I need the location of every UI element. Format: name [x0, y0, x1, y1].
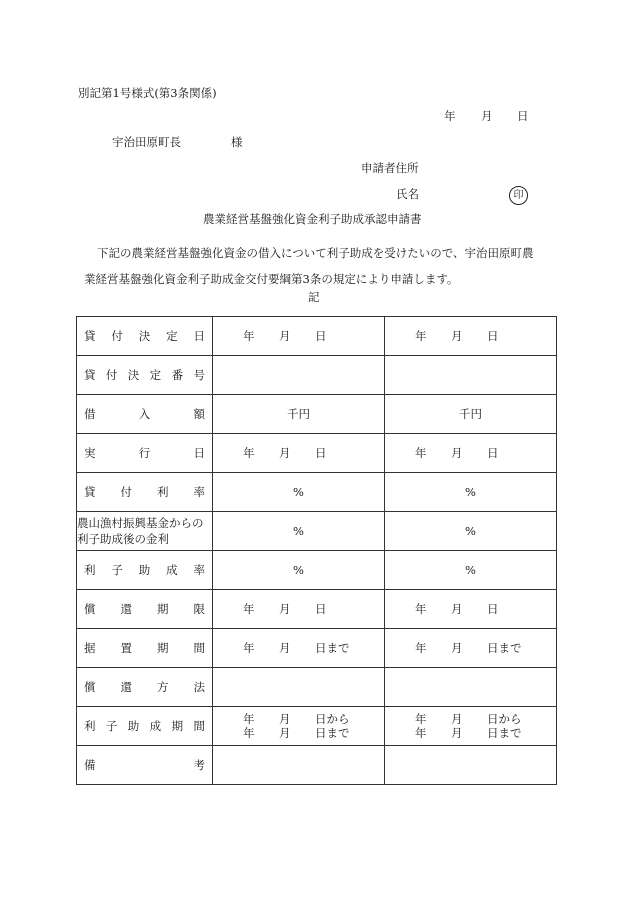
unit-percent: %	[293, 524, 304, 538]
unit-month: 月	[279, 329, 291, 343]
fund-rate-1[interactable]	[213, 512, 385, 551]
label-char: 利	[84, 563, 96, 577]
unit-month: 月	[279, 641, 291, 655]
applicant-name-label: 氏名	[396, 187, 419, 201]
label-char: 利	[157, 485, 169, 499]
unit-day-from: 日から	[315, 712, 350, 726]
label-char: 期	[157, 602, 169, 616]
label-char: 額	[193, 407, 205, 421]
unit-year: 年	[415, 641, 427, 655]
label-char: 決	[127, 368, 140, 382]
unit-day: 日	[315, 329, 327, 343]
body-line-1: 下記の農業経営基盤強化資金の借入について利子助成を受けたいので、宇治田原町農	[97, 246, 534, 260]
label-char: 置	[120, 641, 132, 655]
loan-decision-number-1[interactable]	[213, 356, 385, 395]
unit-thousand-yen: 千円	[287, 407, 310, 421]
unit-month: 月	[279, 446, 291, 460]
fund-rate-2[interactable]	[385, 512, 557, 551]
unit-month: 月	[451, 712, 463, 726]
label-char: 期	[157, 641, 169, 655]
unit-month: 月	[451, 726, 463, 740]
label-repayment-deadline	[77, 590, 213, 629]
subsidy-rate-1[interactable]	[213, 551, 385, 590]
unit-year: 年	[415, 602, 427, 616]
label-borrowed-amount	[77, 395, 213, 434]
addressee: 宇治田原町長	[112, 135, 181, 149]
label-loan-decision-number	[77, 356, 213, 395]
unit-month: 月	[451, 641, 463, 655]
table-row	[77, 746, 557, 785]
execution-date-2[interactable]	[385, 434, 557, 473]
grace-period-2[interactable]	[385, 629, 557, 668]
borrowed-amount-2[interactable]	[385, 395, 557, 434]
unit-month: 月	[279, 712, 291, 726]
label-char: 方	[157, 680, 169, 694]
loan-decision-number-2[interactable]	[385, 356, 557, 395]
label-grace-period	[77, 629, 213, 668]
label-char: 備	[84, 758, 96, 772]
label-char: 成	[149, 719, 162, 733]
application-table	[76, 316, 557, 785]
label-char: 期	[171, 719, 184, 733]
seal-mark: 印	[509, 186, 528, 205]
label-char: 償	[84, 680, 96, 694]
loan-decision-date-1[interactable]	[213, 317, 385, 356]
applicant-address-label: 申請者住所	[361, 161, 419, 175]
unit-year: 年	[415, 726, 427, 740]
unit-year: 年	[415, 446, 427, 460]
label-char: 子	[105, 719, 118, 733]
label-char: 還	[120, 602, 132, 616]
body-line-2: 業経営基盤強化資金利子助成金交付要綱第3条の規定により申請します。	[84, 272, 459, 286]
execution-date-1[interactable]	[213, 434, 385, 473]
table-row	[77, 434, 557, 473]
label-loan-decision-date	[77, 317, 213, 356]
loan-interest-rate-1[interactable]	[213, 473, 385, 512]
label-char: 法	[193, 680, 205, 694]
label-char: 子	[111, 563, 123, 577]
subsidy-rate-2[interactable]	[385, 551, 557, 590]
unit-year: 年	[243, 446, 255, 460]
label-remarks	[77, 746, 213, 785]
label-char: 定	[166, 329, 178, 343]
body-paragraph	[84, 240, 554, 292]
unit-year: 年	[415, 329, 427, 343]
date-month-unit: 月	[481, 109, 493, 123]
unit-day: 日	[487, 446, 499, 460]
label-char: 実	[84, 446, 96, 460]
unit-thousand-yen: 千円	[459, 407, 482, 421]
unit-day: 日	[487, 602, 499, 616]
label-char: 率	[193, 485, 205, 499]
table-row	[77, 473, 557, 512]
repayment-deadline-1[interactable]	[213, 590, 385, 629]
unit-year: 年	[243, 329, 255, 343]
unit-day-until: 日まで	[487, 641, 522, 655]
label-char: 付	[120, 485, 132, 499]
label-char: 貸	[84, 329, 96, 343]
label-loan-interest-rate	[77, 473, 213, 512]
label-char: 定	[149, 368, 162, 382]
label-char: 率	[193, 563, 205, 577]
label-char: 間	[193, 719, 205, 733]
grace-period-1[interactable]	[213, 629, 385, 668]
unit-month: 月	[279, 726, 291, 740]
honorific: 様	[231, 135, 243, 149]
unit-day-until: 日まで	[315, 641, 350, 655]
unit-day-until: 日まで	[315, 726, 350, 740]
label-char: 付	[105, 368, 118, 382]
unit-month: 月	[451, 602, 463, 616]
table-row	[77, 512, 557, 551]
unit-day: 日	[487, 329, 499, 343]
label-repayment-method	[77, 668, 213, 707]
table-row	[77, 629, 557, 668]
date-day-unit: 日	[517, 109, 529, 123]
table-row	[77, 590, 557, 629]
label-char: 間	[193, 641, 205, 655]
unit-percent: %	[293, 563, 304, 577]
label-char: 還	[120, 680, 132, 694]
repayment-method-1[interactable]	[213, 668, 385, 707]
unit-year: 年	[243, 602, 255, 616]
form-number: 別記第1号様式(第3条関係)	[78, 86, 217, 100]
label-char: 限	[193, 602, 205, 616]
loan-decision-date-2[interactable]	[385, 317, 557, 356]
unit-month: 月	[451, 446, 463, 460]
label-char: 助	[138, 563, 151, 577]
label-subsidy-period	[77, 707, 213, 746]
unit-year: 年	[243, 712, 255, 726]
table-row	[77, 317, 557, 356]
table-row	[77, 551, 557, 590]
label-char: 成	[166, 563, 178, 577]
borrowed-amount-1[interactable]	[213, 395, 385, 434]
loan-interest-rate-2[interactable]	[385, 473, 557, 512]
label-char: 決	[138, 329, 151, 343]
unit-day: 日	[315, 602, 327, 616]
label-fund-rate: 農山漁村振興基金からの利子助成後の金利	[77, 512, 213, 551]
unit-month: 月	[451, 329, 463, 343]
document-title: 農業経営基盤強化資金利子助成承認申請書	[203, 212, 422, 226]
unit-year: 年	[243, 641, 255, 655]
label-char: 日	[193, 329, 205, 343]
unit-day-from: 日から	[487, 712, 522, 726]
unit-percent: %	[465, 524, 476, 538]
label-char: 償	[84, 602, 96, 616]
repayment-deadline-2[interactable]	[385, 590, 557, 629]
table-row	[77, 356, 557, 395]
label-char: 貸	[84, 368, 96, 382]
label-char: 貸	[84, 485, 96, 499]
label-execution-date	[77, 434, 213, 473]
unit-year: 年	[243, 726, 255, 740]
repayment-method-2[interactable]	[385, 668, 557, 707]
remarks-1[interactable]	[213, 746, 385, 785]
unit-day-until: 日まで	[487, 726, 522, 740]
table-row	[77, 707, 557, 746]
label-char: 利	[84, 719, 96, 733]
unit-year: 年	[415, 712, 427, 726]
label-char: 号	[193, 368, 205, 382]
remarks-2[interactable]	[385, 746, 557, 785]
ki-heading: 記	[308, 290, 320, 304]
label-char: 据	[84, 641, 96, 655]
table-row	[77, 668, 557, 707]
date-year-unit: 年	[444, 109, 456, 123]
label-char: 日	[193, 446, 205, 460]
unit-percent: %	[465, 485, 476, 499]
label-char: 考	[193, 758, 205, 772]
subsidy-period-1[interactable]	[213, 707, 385, 746]
label-subsidy-rate	[77, 551, 213, 590]
label-char: 入	[138, 407, 151, 421]
label-char: 助	[127, 719, 140, 733]
subsidy-period-2[interactable]	[385, 707, 557, 746]
label-char: 番	[171, 368, 184, 382]
label-char: 行	[138, 446, 151, 460]
table-row	[77, 395, 557, 434]
label-char: 借	[84, 407, 96, 421]
unit-day: 日	[315, 446, 327, 460]
unit-month: 月	[279, 602, 291, 616]
unit-percent: %	[293, 485, 304, 499]
unit-percent: %	[465, 563, 476, 577]
label-char: 付	[111, 329, 123, 343]
